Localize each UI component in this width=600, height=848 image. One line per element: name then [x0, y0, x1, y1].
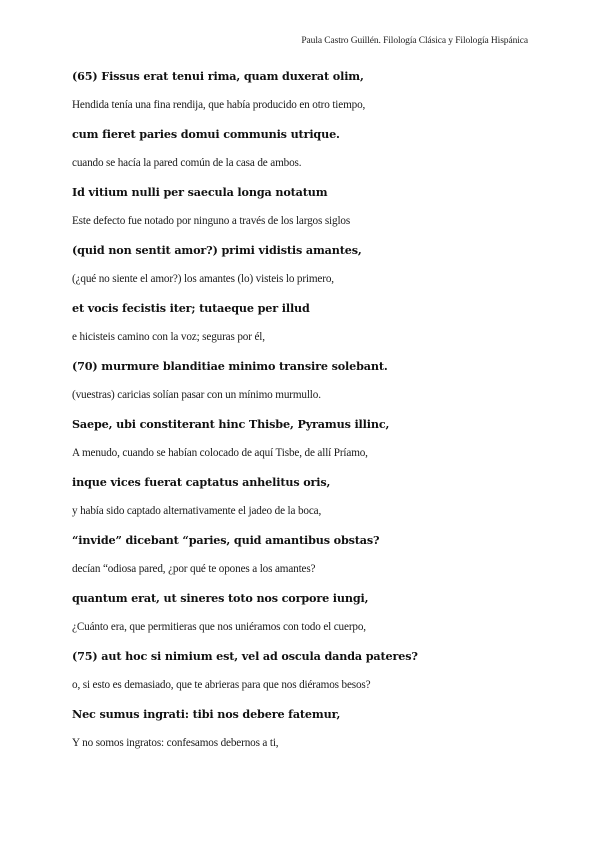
latin-verse-line: quantum erat, ut sineres toto nos corpore iungi,	[72, 591, 369, 605]
spanish-translation-line: Este defecto fue notado por ninguno a través de los largos siglos	[72, 215, 351, 227]
latin-verse-line: cum fieret paries domui communis utrique.	[72, 127, 340, 141]
spanish-translation-line: y había sido captado alternativamente el jadeo de la boca,	[72, 505, 322, 517]
spanish-translation-line: Y no somos ingratos: confesamos debernos a ti,	[72, 737, 279, 749]
latin-verse-line: Saepe, ubi constiterant hinc Thisbe, Pyramus illinc,	[72, 417, 390, 431]
latin-verse-line: (70) murmure blanditiae minimo transire solebant.	[72, 359, 388, 373]
spanish-translation-line: A menudo, cuando se habían colocado de aquí Tisbe, de allí Príamo,	[72, 447, 368, 459]
latin-verse-line: (75) aut hoc si nimium est, vel ad oscula danda pateres?	[72, 649, 418, 663]
page-header: Paula Castro Guillén. Filología Clásica y Filología Hispánica	[301, 36, 528, 46]
spanish-translation-line: e hicisteis camino con la voz; seguras por él,	[72, 331, 265, 343]
latin-verse-line: (65) Fissus erat tenui rima, quam duxerat olim,	[72, 69, 364, 83]
latin-verse-line: (quid non sentit amor?) primi vidistis amantes,	[72, 243, 362, 257]
latin-verse-line: “invide” dicebant “paries, quid amantibus obstas?	[72, 533, 380, 547]
latin-verse-line: et vocis fecistis iter; tutaeque per illud	[72, 301, 310, 315]
latin-verse-line: Nec sumus ingrati: tibi nos debere fatemur,	[72, 707, 341, 721]
spanish-translation-line: (vuestras) caricias solían pasar con un mínimo murmullo.	[72, 389, 321, 401]
latin-verse-line: Id vitium nulli per saecula longa notatum	[72, 185, 328, 199]
spanish-translation-line: o, si esto es demasiado, que te abrieras para que nos diéramos besos?	[72, 679, 371, 691]
spanish-translation-line: (¿qué no siente el amor?) los amantes (lo) visteis lo primero,	[72, 273, 334, 285]
latin-verse-line: inque vices fuerat captatus anhelitus oris,	[72, 475, 331, 489]
text-body	[72, 62, 542, 758]
spanish-translation-line: decían “odiosa pared, ¿por qué te opones a los amantes?	[72, 563, 316, 575]
spanish-translation-line: cuando se hacía la pared común de la casa de ambos.	[72, 157, 302, 169]
spanish-translation-line: ¿Cuánto era, que permitieras que nos uniéramos con todo el cuerpo,	[72, 621, 366, 633]
spanish-translation-line: Hendida tenía una fina rendija, que había producido en otro tiempo,	[72, 99, 366, 111]
